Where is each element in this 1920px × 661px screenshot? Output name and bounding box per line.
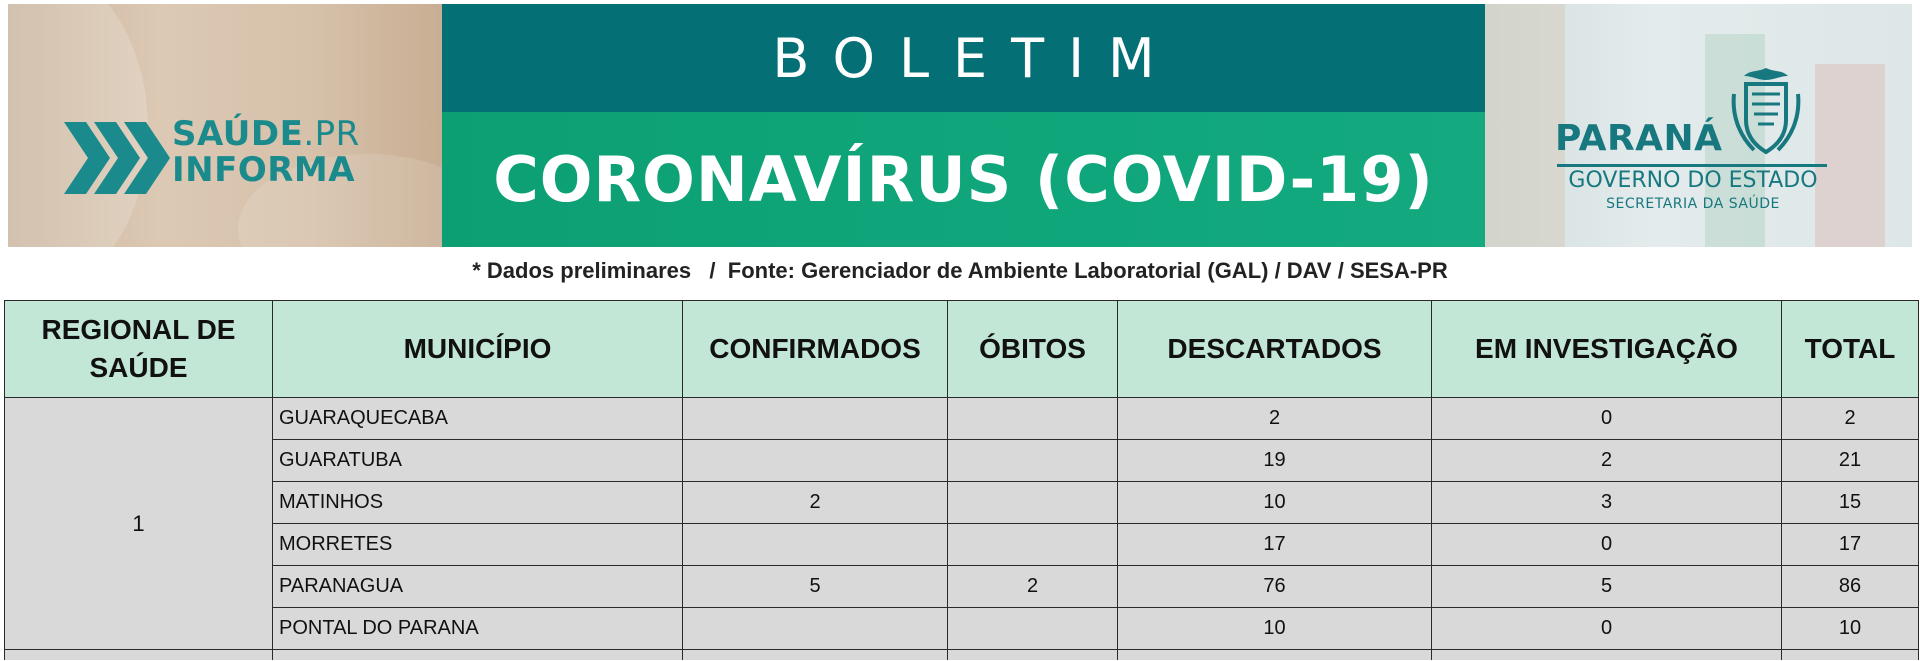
partial-cell [273, 650, 683, 661]
title-main-band [442, 112, 1485, 247]
obitos-cell [948, 482, 1118, 524]
column-header-regional: REGIONAL DE SAÚDE [5, 301, 273, 398]
confirmados-cell [683, 524, 948, 566]
saude-pr-informa-logo [172, 116, 360, 188]
brand-line-1-suffix: .PR [303, 114, 360, 154]
municipio-cell: GUARAQUECABA [273, 398, 683, 440]
total-cell: 86 [1782, 566, 1919, 608]
parana-wordmark: PARANÁ [1555, 118, 1723, 159]
column-header-descartados: DESCARTADOS [1118, 301, 1432, 398]
table-row [5, 482, 1919, 524]
total-cell: 15 [1782, 482, 1919, 524]
em-investigacao-cell: 0 [1432, 524, 1782, 566]
background-shape [1485, 4, 1565, 247]
confirmados-cell [683, 398, 948, 440]
boletim-title: BOLETIM [772, 26, 1179, 90]
regional-cell: 1 [5, 398, 273, 650]
table-row-partial [5, 650, 1919, 661]
partial-cell [1118, 650, 1432, 661]
municipio-cell: PONTAL DO PARANA [273, 608, 683, 650]
table-header-row [5, 301, 1919, 398]
descartados-cell: 10 [1118, 482, 1432, 524]
table-row [5, 608, 1919, 650]
saude-pr-informa-panel [8, 4, 442, 247]
obitos-cell [948, 608, 1118, 650]
descartados-cell: 76 [1118, 566, 1432, 608]
secretaria-label: SECRETARIA DA SAÚDE [1606, 196, 1780, 212]
partial-cell [683, 650, 948, 661]
em-investigacao-cell: 5 [1432, 566, 1782, 608]
descartados-cell: 19 [1118, 440, 1432, 482]
municipio-cell: MORRETES [273, 524, 683, 566]
table-row [5, 524, 1919, 566]
total-cell: 2 [1782, 398, 1919, 440]
descartados-cell: 17 [1118, 524, 1432, 566]
partial-cell [948, 650, 1118, 661]
chevrons-icon [64, 122, 174, 194]
header-banner [8, 4, 1912, 247]
em-investigacao-cell: 0 [1432, 608, 1782, 650]
column-header-confirmados: CONFIRMADOS [683, 301, 948, 398]
table-row [5, 440, 1919, 482]
divider [1557, 164, 1827, 167]
confirmados-cell: 2 [683, 482, 948, 524]
em-investigacao-cell: 0 [1432, 398, 1782, 440]
partial-cell [5, 650, 273, 661]
descartados-cell: 2 [1118, 398, 1432, 440]
table-row [5, 566, 1919, 608]
column-header-em-investigacao: EM INVESTIGAÇÃO [1432, 301, 1782, 398]
em-investigacao-cell: 2 [1432, 440, 1782, 482]
municipio-cell: MATINHOS [273, 482, 683, 524]
parana-government-panel [1485, 4, 1912, 247]
municipio-cell: GUARATUBA [273, 440, 683, 482]
obitos-cell [948, 524, 1118, 566]
table-row [5, 398, 1919, 440]
covid-cases-table [4, 300, 1919, 660]
obitos-cell [948, 440, 1118, 482]
total-cell: 10 [1782, 608, 1919, 650]
partial-cell [1432, 650, 1782, 661]
total-cell: 21 [1782, 440, 1919, 482]
confirmados-cell: 5 [683, 566, 948, 608]
column-header-obitos: ÓBITOS [948, 301, 1118, 398]
confirmados-cell [683, 440, 948, 482]
em-investigacao-cell: 3 [1432, 482, 1782, 524]
descartados-cell: 10 [1118, 608, 1432, 650]
title-panel [442, 4, 1485, 247]
background-shape [1815, 64, 1885, 247]
source-note: * Dados preliminares / Fonte: Gerenciador de Ambiente Laboratorial (GAL) / DAV / SESA-PR [472, 258, 1448, 283]
coronavirus-title: CORONAVÍRUS (COVID-19) [493, 143, 1434, 216]
column-header-municipio: MUNICÍPIO [273, 301, 683, 398]
obitos-cell [948, 398, 1118, 440]
total-cell: 17 [1782, 524, 1919, 566]
obitos-cell: 2 [948, 566, 1118, 608]
state-crest-icon [1728, 64, 1804, 160]
confirmados-cell [683, 608, 948, 650]
title-top-band [442, 4, 1485, 112]
partial-cell [1782, 650, 1919, 661]
column-header-total: TOTAL [1782, 301, 1919, 398]
municipio-cell: PARANAGUA [273, 566, 683, 608]
brand-line-2: INFORMA [172, 150, 356, 190]
governo-do-estado-label: GOVERNO DO ESTADO [1568, 168, 1818, 193]
brand-line-1: SAÚDE [172, 114, 304, 154]
